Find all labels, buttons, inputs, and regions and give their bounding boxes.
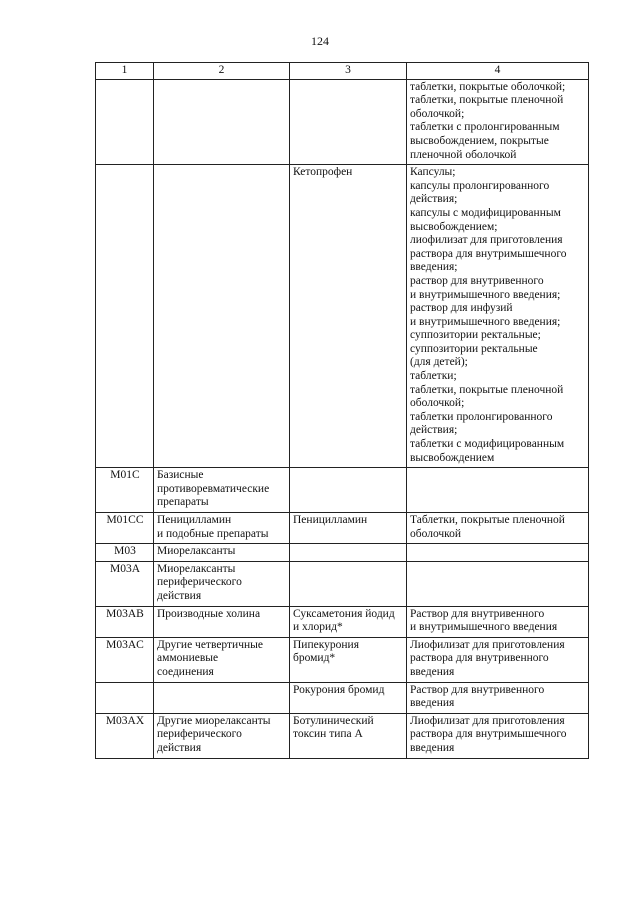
table-row — [96, 468, 589, 513]
table-row — [96, 561, 589, 606]
atc-code: M01CC — [106, 514, 144, 526]
dosage-form-line: раствора для внутримышечного — [410, 728, 567, 741]
atc-code: M03AB — [106, 607, 144, 620]
drug-name-cell — [290, 682, 407, 713]
dosage-form-line: действия; — [410, 424, 458, 437]
table-row — [96, 79, 589, 165]
drug-name-line: Кетопрофен — [293, 166, 353, 179]
dosage-form-line: лиофилизат для приготовления — [410, 234, 563, 247]
dosage-form-cell — [407, 682, 589, 713]
dosage-form-line: таблетки с пролонгированным — [410, 121, 560, 134]
dosage-form-cell — [407, 606, 589, 637]
group-name-cell — [154, 513, 290, 544]
atc-code: M03AC — [106, 638, 144, 651]
group-name-line: препараты — [157, 496, 209, 509]
dosage-form-line: капсулы с модифицированным — [410, 206, 561, 219]
dosage-form-cell — [407, 513, 589, 544]
group-name-line: Производные холина — [157, 607, 261, 620]
table-body — [96, 79, 589, 758]
atc-code-cell — [96, 79, 154, 165]
column-header: 1 — [96, 63, 154, 80]
drug-table — [95, 62, 589, 759]
drug-name-line: Ботулинический — [293, 714, 374, 727]
group-name-cell — [154, 165, 290, 468]
column-header: 2 — [154, 63, 290, 80]
dosage-form-cell — [407, 468, 589, 513]
dosage-form-line: Лиофилизат для приготовления — [410, 638, 565, 651]
dosage-form-line: оболочкой — [410, 527, 462, 540]
atc-code-cell — [96, 165, 154, 468]
atc-code: M01C — [110, 469, 140, 482]
dosage-form-line: таблетки, покрытые пленочной — [410, 383, 564, 396]
group-name-line: противоревматические — [157, 482, 270, 495]
atc-code-cell — [96, 637, 154, 682]
group-name-cell — [154, 544, 290, 562]
dosage-form-line: высвобождением; — [410, 220, 498, 233]
table-row — [96, 606, 589, 637]
dosage-form-line: введения — [410, 697, 455, 710]
group-name-line: Пеницилламин — [157, 514, 232, 526]
dosage-form-line: суппозитории ректальные — [410, 342, 538, 355]
atc-code: M03 — [114, 545, 136, 558]
dosage-form-line: таблетки пролонгированного — [410, 410, 553, 423]
drug-name-cell — [290, 606, 407, 637]
group-name-cell — [154, 682, 290, 713]
group-name-line: Миорелаксанты — [157, 562, 236, 575]
group-name-cell — [154, 606, 290, 637]
dosage-form-line: высвобождением — [410, 451, 495, 464]
table-header-row — [96, 63, 589, 80]
dosage-form-line: и внутримышечного введения — [410, 621, 558, 634]
table-row — [96, 165, 589, 468]
dosage-form-line: суппозитории ректальные; — [410, 329, 541, 342]
dosage-form-cell — [407, 561, 589, 606]
dosage-form-line: раствора для внутривенного — [410, 652, 549, 665]
column-header: 3 — [290, 63, 407, 80]
dosage-form-line: Раствор для внутривенного — [410, 607, 545, 620]
atc-code-cell — [96, 513, 154, 544]
drug-name-cell — [290, 561, 407, 606]
page-number: 124 — [311, 34, 329, 48]
atc-code-cell — [96, 544, 154, 562]
group-name-line: соединения — [157, 665, 214, 678]
dosage-form-line: пленочной оболочкой — [410, 148, 517, 161]
drug-name-line: бромид* — [293, 652, 336, 665]
table-row — [96, 682, 589, 713]
drug-name-cell — [290, 544, 407, 562]
dosage-form-line: введения — [410, 741, 455, 754]
group-name-cell — [154, 561, 290, 606]
atc-code-cell — [96, 713, 154, 758]
drug-name-line: и хлорид* — [293, 621, 343, 634]
dosage-form-cell — [407, 79, 589, 165]
dosage-form-line: оболочкой; — [410, 397, 465, 410]
dosage-form-line: раствор для внутривенного — [410, 274, 544, 287]
group-name-line: действия — [157, 741, 202, 754]
atc-code-cell — [96, 561, 154, 606]
dosage-form-line: таблетки, покрытые оболочкой; — [410, 80, 566, 93]
dosage-form-line: и внутримышечного введения; — [410, 315, 561, 328]
drug-name-line: Пипекурония — [293, 638, 359, 651]
drug-name-line: Рокурония бромид — [293, 683, 385, 696]
group-name-cell — [154, 637, 290, 682]
dosage-form-line: таблетки, покрытые пленочной — [410, 94, 564, 107]
group-name-line: Базисные — [157, 469, 204, 482]
table-row — [96, 544, 589, 562]
group-name-line: действия — [157, 589, 202, 602]
group-name-cell — [154, 468, 290, 513]
table-row — [96, 513, 589, 544]
group-name-line: аммониевые — [157, 652, 219, 665]
drug-name-line: токсин типа А — [293, 728, 363, 741]
atc-code-cell — [96, 682, 154, 713]
dosage-form-line: капсулы пролонгированного — [410, 179, 550, 192]
group-name-line: периферического — [157, 728, 242, 741]
drug-name-cell — [290, 468, 407, 513]
drug-name-line: Суксаметония йодид — [293, 607, 395, 620]
dosage-form-line: раствора для внутримышечного — [410, 247, 567, 260]
dosage-form-line: (для детей); — [410, 356, 468, 369]
drug-name-cell — [290, 79, 407, 165]
dosage-form-line: оболочкой; — [410, 107, 465, 120]
dosage-form-line: Лиофилизат для приготовления — [410, 714, 565, 727]
drug-name-line: Пеницилламин — [293, 514, 368, 526]
dosage-form-line: раствор для инфузий — [410, 302, 513, 315]
dosage-form-line: введения — [410, 665, 455, 678]
drug-name-cell — [290, 513, 407, 544]
group-name-line: и подобные препараты — [157, 527, 269, 540]
dosage-form-cell — [407, 544, 589, 562]
dosage-form-cell — [407, 713, 589, 758]
group-name-line: Другие миорелаксанты — [157, 714, 271, 727]
group-name-cell — [154, 713, 290, 758]
atc-code-cell — [96, 606, 154, 637]
dosage-form-line: Капсулы; — [410, 166, 456, 179]
group-name-line: Миорелаксанты — [157, 545, 236, 558]
atc-code: M03A — [109, 562, 141, 575]
dosage-form-line: таблетки; — [410, 370, 457, 383]
dosage-form-line: действия; — [410, 193, 458, 206]
column-header: 4 — [407, 63, 589, 80]
atc-code: M03AX — [105, 714, 145, 727]
dosage-form-line: высвобождением, покрытые — [410, 134, 549, 147]
table-row — [96, 637, 589, 682]
dosage-form-line: введения; — [410, 261, 458, 274]
dosage-form-line: Раствор для внутривенного — [410, 683, 545, 696]
dosage-form-cell — [407, 165, 589, 468]
drug-name-cell — [290, 165, 407, 468]
dosage-form-line: таблетки с модифицированным — [410, 438, 565, 451]
group-name-line: Другие четвертичные — [157, 638, 263, 651]
group-name-cell — [154, 79, 290, 165]
dosage-form-cell — [407, 637, 589, 682]
atc-code-cell — [96, 468, 154, 513]
drug-name-cell — [290, 713, 407, 758]
table-row — [96, 713, 589, 758]
dosage-form-line: и внутримышечного введения; — [410, 288, 561, 301]
dosage-form-line: Таблетки, покрытые пленочной — [410, 514, 565, 526]
group-name-line: периферического — [157, 576, 242, 589]
drug-name-cell — [290, 637, 407, 682]
